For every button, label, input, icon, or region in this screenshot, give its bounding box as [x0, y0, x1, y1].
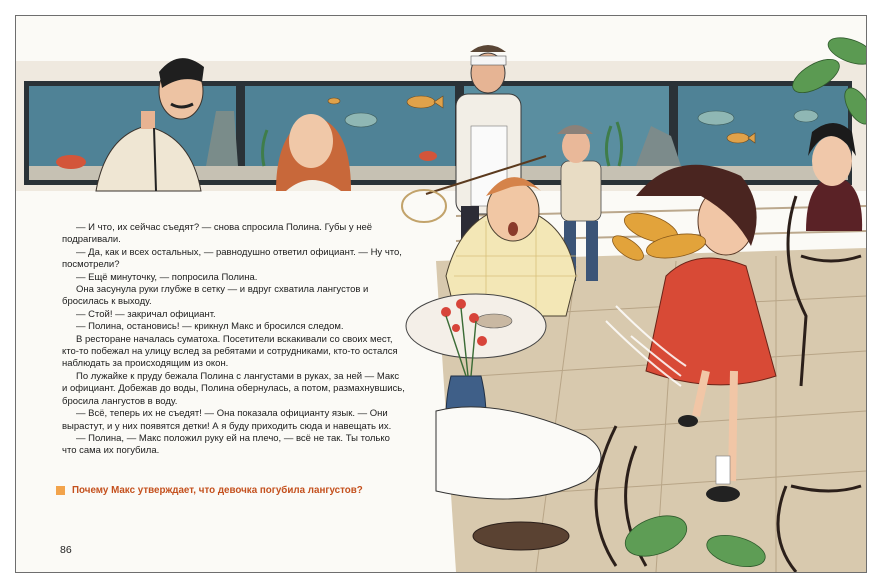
story-paragraph: Она засунула руки глубже в сетку — и вдруг схватила лангустов и бросилась к выходу.: [62, 284, 369, 308]
story-paragraph: — Полина, — Макс положил руку ей на плечо, — всё не так. Ты только что сама их погубила.: [62, 432, 390, 457]
page-number: 86: [60, 544, 72, 556]
comprehension-question: [56, 485, 436, 496]
book-page: [15, 15, 867, 573]
story-paragraph: — Стой! — закричал официант.: [76, 308, 216, 320]
net: [402, 190, 446, 222]
story-paragraph: По лужайке к пруду бежала Полина с лангустами в руках, за ней — Макс и официант. Добежав до воды, Полина обернулась, а потом, размахнувшись, бросила лангустов в воду.: [62, 370, 405, 407]
story-paragraph: — Ещё минуточку, — попросила Полина.: [76, 271, 258, 283]
story-paragraph: В ресторане началась суматоха. Посетители вскакивали со своих мест, кто-то побежал на улицу вслед за ребятами и сотрудниками, кто-то остался наблюдать за происходящим из окон.: [62, 333, 398, 370]
story-text: [62, 222, 407, 458]
story-paragraph: — Да, как и всех остальных, — равнодушно ответил официант. — Ну что, посмотрели?: [62, 246, 402, 271]
question-text: Почему Макс утверждает, что девочка погубила лангустов?: [72, 485, 363, 496]
story-paragraph: — Всё, теперь их не съедят! — Она показала официанту язык. — Они вырастут, и у них появятся детки! А я буду приходить сюда и навещать их.: [62, 408, 392, 432]
story-paragraph: — И что, их сейчас съедят? — снова спросила Полина. Губы у неё подрагивали.: [62, 222, 373, 246]
question-bullet-icon: [56, 486, 65, 495]
story-paragraph: — Полина, остановись! — крикнул Макс и бросился следом.: [76, 321, 344, 333]
